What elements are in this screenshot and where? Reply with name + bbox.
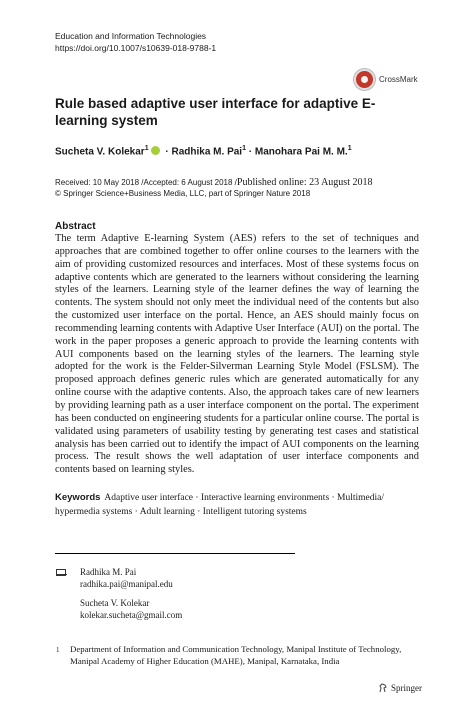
author-name: Radhika M. Pai: [171, 146, 243, 158]
abstract-heading: Abstract: [55, 221, 96, 232]
doi-link[interactable]: https://doi.org/10.1007/s10639-018-9788-1: [55, 43, 217, 53]
contact-name: Radhika M. Pai: [80, 567, 137, 577]
journal-name: Education and Information Technologies: [55, 31, 207, 41]
affiliation-mark: 1: [56, 646, 60, 654]
orcid-icon[interactable]: [151, 146, 160, 155]
received-accepted-dates: Received: 10 May 2018 /Accepted: 6 August 2018 /: [55, 178, 237, 187]
contact-entry: [80, 597, 182, 621]
crossmark-label: CrossMark: [379, 74, 418, 84]
published-date: Published online: 23 August 2018: [236, 177, 373, 188]
author-list: [55, 145, 352, 157]
corresponding-contacts: [80, 566, 182, 628]
author-separator: ·: [248, 146, 253, 158]
publisher-name: Springer: [391, 683, 422, 693]
crossmark-icon: [354, 69, 375, 90]
footnote-divider: [55, 553, 295, 554]
author-affiliation-mark: 1: [144, 145, 149, 152]
affiliation-text: Department of Information and Communication Technology, Manipal Institute of Technology, Manipal Academy of Higher Education (MAHE), Manipal, Karnataka, India: [70, 644, 402, 666]
springer-logo: [378, 683, 422, 693]
journal-header: [55, 30, 216, 54]
contact-name: Sucheta V. Kolekar: [80, 598, 150, 608]
crossmark-badge[interactable]: [354, 68, 424, 90]
author-affiliation-mark: 1: [242, 145, 246, 152]
author-affiliation-mark: 1: [347, 145, 352, 152]
keywords-text: Adaptive user interface · Interactive learning environments · Multimedia/ hypermedia systems · Adult learning · Intelligent tutoring systems: [55, 493, 385, 517]
paper-title: Rule based adaptive user interface for adaptive E-learning system: [55, 96, 376, 128]
keywords-label: Keywords: [55, 492, 101, 503]
contact-email[interactable]: radhika.pai@manipal.edu: [80, 579, 173, 589]
article-dates: [55, 177, 435, 188]
keywords-block: [55, 491, 419, 519]
springer-horse-icon: [378, 683, 388, 693]
contact-entry: [80, 566, 182, 590]
abstract-text: The term Adaptive E-learning System (AES) refers to the set of techniques and approaches that are combined together to offer online courses to the learners with the aim of providing customized resources and interfaces. Most of these systems focus on adaptive contents which are generated to the learners without considering the learning styles of the learners. Learning style of the learner defines the way of learning the contents. The system should not only meet the individual need of the contents but also the customized user interface on the portal. Hence, an AES should mainly focus on recommending learning contents with Adaptive User Interface (AUI) on the portal. The work in the paper proposes a generic approach to provide the learning contents with AUI components based on the learning styles of the learners. The learning style adopted for the work is the Felder-Silverman Learning Style Model (FSLSM). The proposed approach defines generic rules which are generated automatically for any online course with the adaptive contents. Also, the approach takes care of new learners by providing learning path as a user interface component on the portal. The experiment has been conducted on engineering students for a particular online course. The portal is validated using parameters of usability testing by generating test cases and statistical analysis has been carried out to identify the impact of AUI components on the learning process. The result shows the well adaptation of user interface components and contents based on learning styles.: [55, 233, 419, 476]
contact-email[interactable]: kolekar.sucheta@gmail.com: [80, 610, 183, 620]
author-name: Sucheta V. Kolekar: [55, 146, 145, 158]
author-name: Manohara Pai M. M.: [254, 146, 348, 158]
mail-icon: [56, 569, 66, 576]
author-separator: ·: [165, 146, 169, 158]
copyright-notice: © Springer Science+Business Media, LLC, part of Springer Nature 2018: [55, 189, 311, 198]
